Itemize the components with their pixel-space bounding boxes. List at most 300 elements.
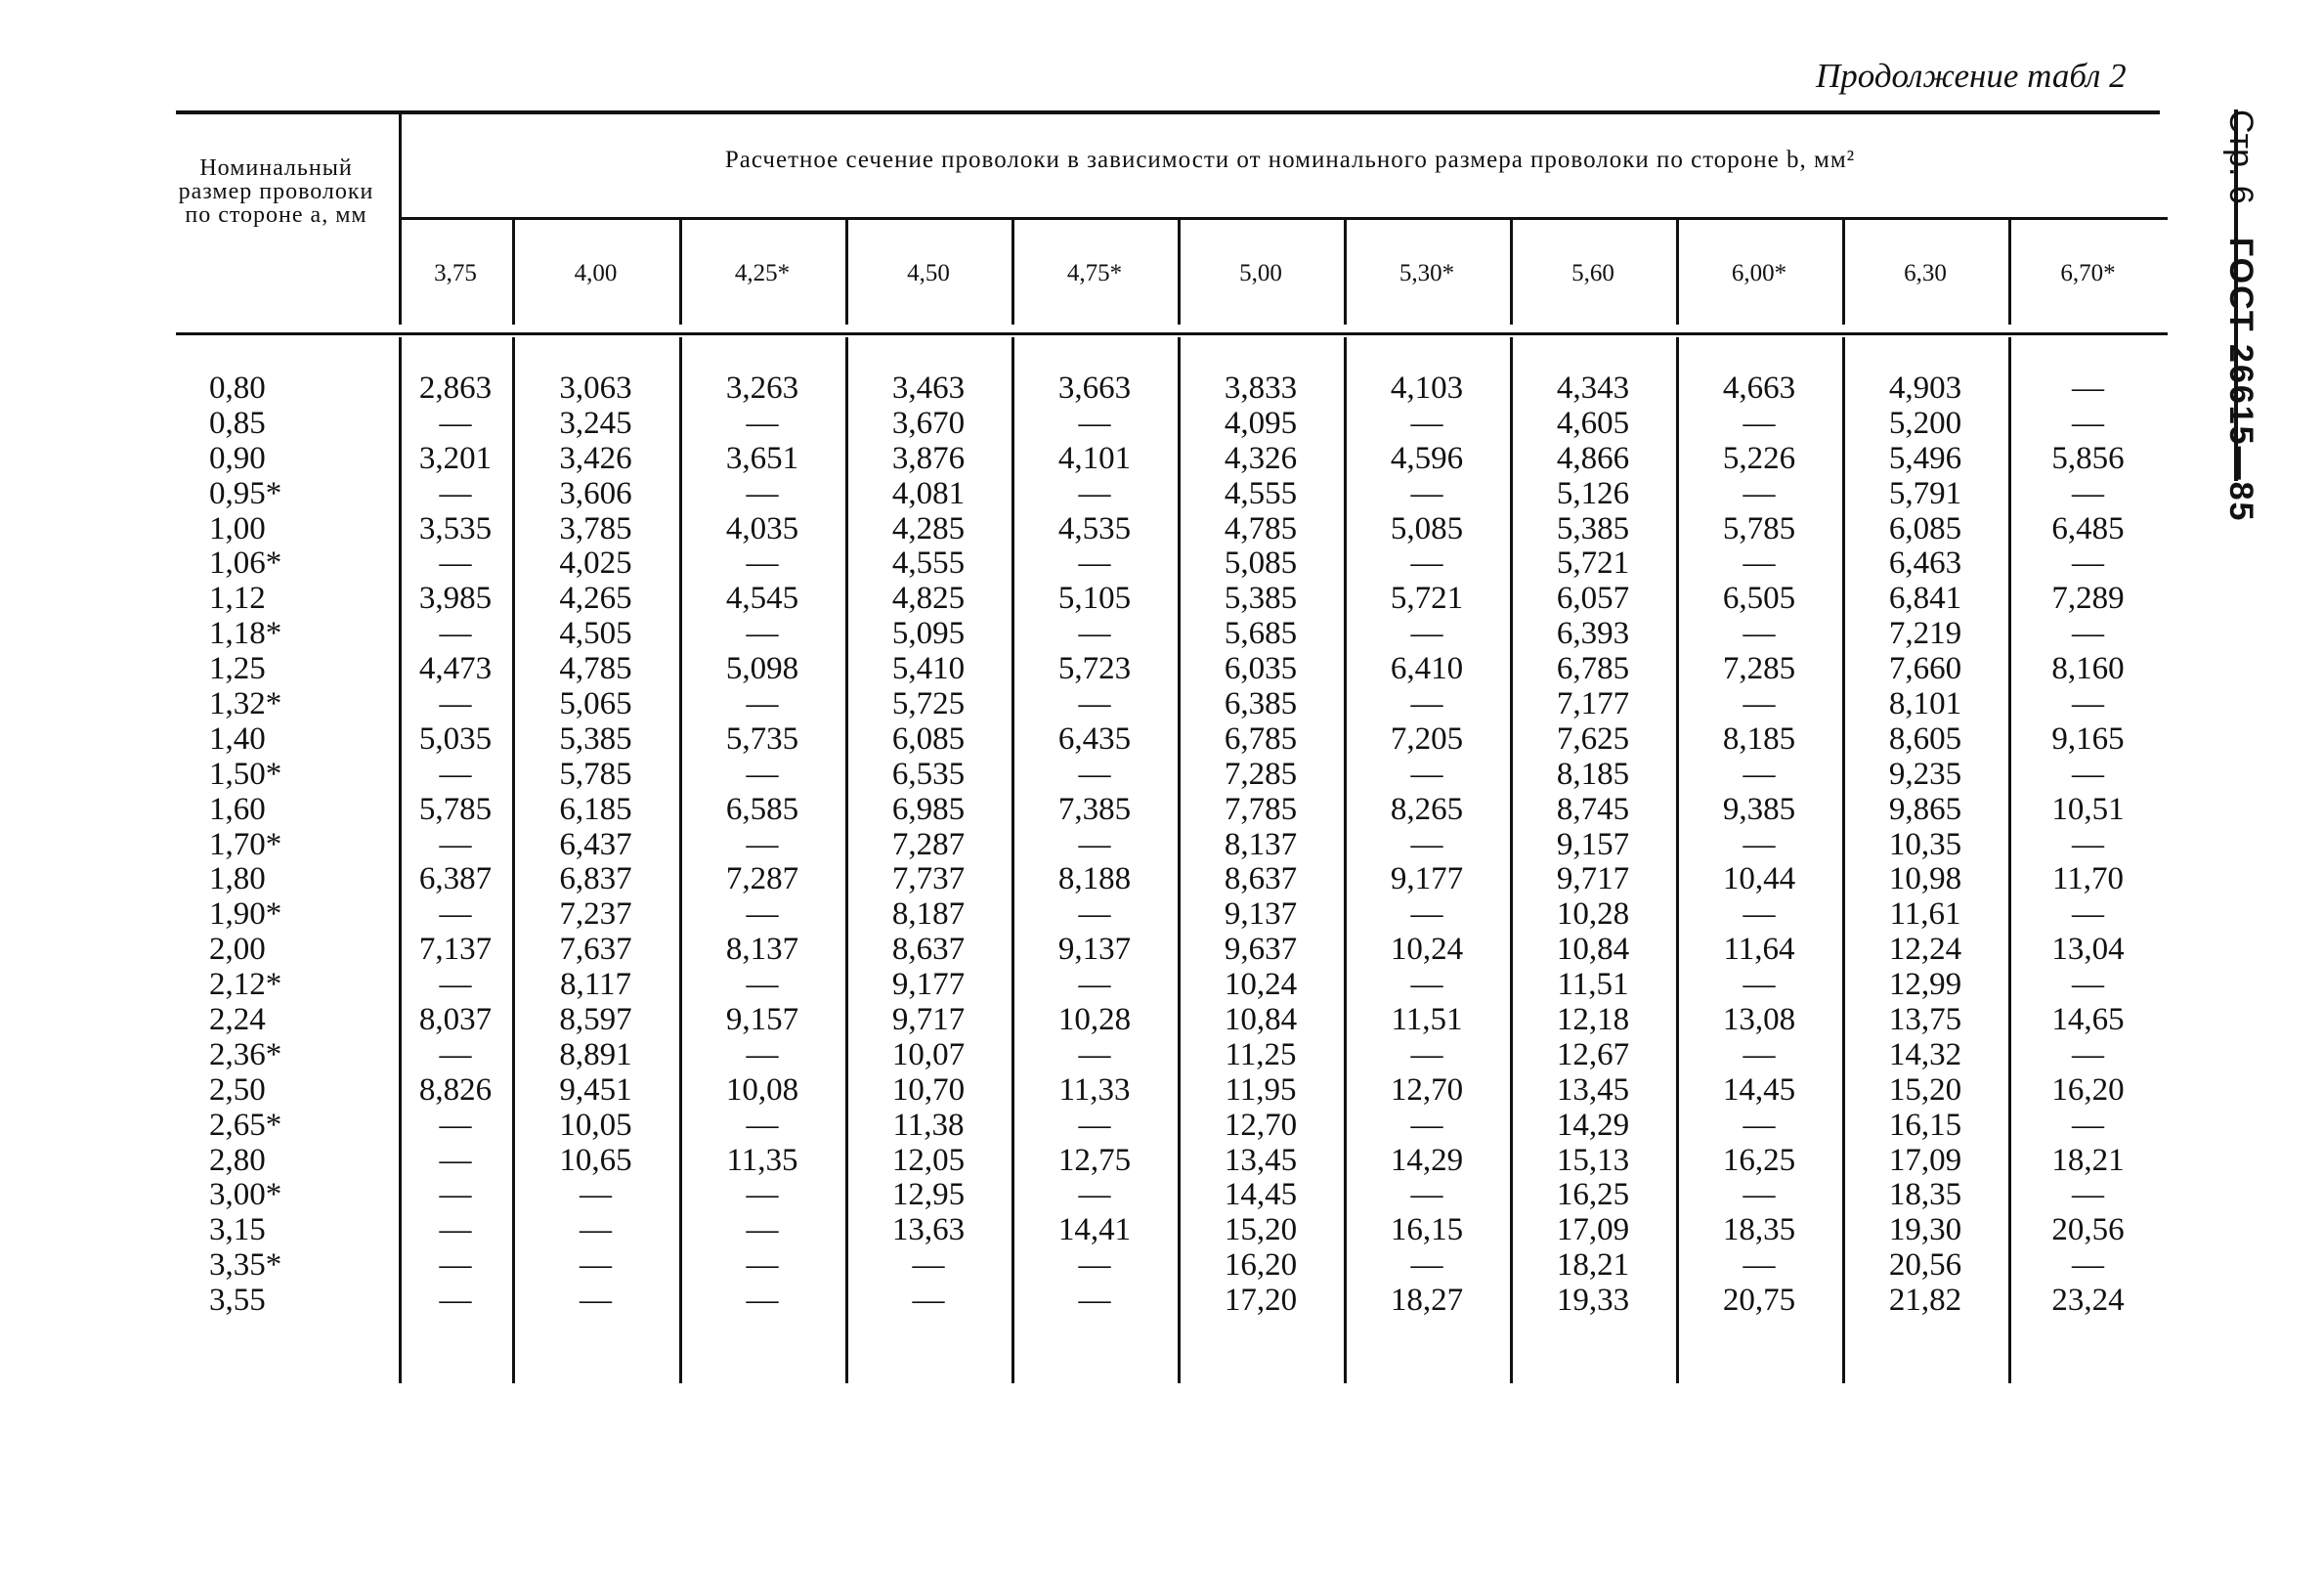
table-cell: 8,637 (1224, 861, 1298, 897)
table-cell: — (2072, 967, 2104, 1003)
table-cell: 7,137 (418, 932, 493, 968)
table-cell: 3,651 (725, 440, 799, 476)
table-cell: 6,387 (418, 861, 493, 897)
column-rule (1510, 337, 1513, 1383)
table-cell: 9,177 (891, 967, 966, 1003)
table-cell: 8,187 (891, 896, 966, 933)
table-cell: 4,081 (891, 475, 966, 511)
table-cell: 5,385 (559, 720, 632, 757)
table-cell: — (1743, 405, 1776, 441)
table-cell: 5,200 (1888, 405, 1962, 441)
header-sub-rule (399, 217, 2168, 220)
table-cell: 4,825 (891, 581, 966, 617)
table-cell: 6,485 (2051, 510, 2125, 546)
table-cell: 9,177 (1390, 861, 1464, 897)
table-cell: — (1078, 756, 1111, 792)
table-cell: 8,117 (559, 967, 632, 1003)
table-cell: 2,863 (418, 371, 493, 406)
table-cell: 4,285 (891, 510, 966, 546)
table-cell: 9,717 (1556, 861, 1630, 897)
table-cell: 7,637 (559, 932, 632, 968)
table-cell: — (1743, 826, 1776, 862)
table-cell: — (1078, 967, 1111, 1003)
row-nominal-a: 3,35* (209, 1247, 282, 1284)
table-cell: 6,393 (1556, 616, 1630, 652)
table-cell: 10,84 (1224, 1002, 1298, 1038)
table-cell: 3,463 (891, 371, 966, 406)
header-nominal-a: Номинальный размер проволоки по стороне a, мм (178, 155, 374, 228)
table-cell: — (746, 896, 779, 933)
table-cell: 14,45 (1722, 1071, 1796, 1108)
table-cell: 4,785 (559, 651, 632, 687)
table-cell: — (439, 1107, 472, 1143)
table-cell: — (2072, 616, 2104, 652)
table-cell: — (1410, 686, 1443, 722)
table-cell: 10,44 (1722, 861, 1796, 897)
table-cell: 14,45 (1224, 1177, 1298, 1213)
table-cell: 7,289 (2051, 581, 2125, 617)
table-cell: 10,70 (891, 1071, 966, 1108)
column-header: 4,25* (734, 260, 791, 286)
table-cell: — (2072, 1177, 2104, 1213)
table-cell: 3,063 (559, 371, 632, 406)
row-nominal-a: 2,12* (209, 967, 282, 1003)
table-cell: 9,235 (1888, 756, 1962, 792)
table-top-rule (176, 110, 2160, 114)
table-cell: — (2072, 756, 2104, 792)
table-cell: 7,287 (891, 826, 966, 862)
column-rule (845, 220, 848, 325)
table-cell: 11,35 (726, 1142, 798, 1178)
table-cell: — (1410, 1036, 1443, 1072)
column-header: 5,60 (1571, 260, 1614, 286)
table-cell: 9,637 (1224, 932, 1298, 968)
table-cell: — (746, 1036, 779, 1072)
table-cell: 4,866 (1556, 440, 1630, 476)
row-nominal-a: 1,90* (209, 896, 282, 933)
row-nominal-a: 2,00 (209, 932, 266, 968)
table-cell: 15,20 (1224, 1212, 1298, 1248)
row-nominal-a: 1,60 (209, 791, 266, 827)
table-cell: — (746, 686, 779, 722)
table-cell: 12,24 (1888, 932, 1962, 968)
column-rule (1676, 337, 1679, 1383)
table-cell: 3,263 (725, 371, 799, 406)
table-cell: — (1743, 896, 1776, 933)
table-cell: — (1743, 1036, 1776, 1072)
table-cell: 5,785 (1722, 510, 1796, 546)
table-cell: 13,45 (1224, 1142, 1298, 1178)
table-cell: 8,137 (725, 932, 799, 968)
table-cell: — (1078, 1107, 1111, 1143)
table-cell: 8,101 (1888, 686, 1962, 722)
table-cell: 5,856 (2051, 440, 2125, 476)
table-cell: — (1743, 756, 1776, 792)
table-cell: 3,426 (559, 440, 632, 476)
table-cell: — (580, 1212, 612, 1248)
table-cell: — (1410, 616, 1443, 652)
table-cell: — (1410, 405, 1443, 441)
table-cell: — (1410, 545, 1443, 582)
column-header: 6,30 (1904, 260, 1947, 286)
table-cell: 11,64 (1723, 932, 1795, 968)
table-cell: — (2072, 371, 2104, 406)
table-cell: — (746, 1283, 779, 1319)
table-continuation-caption: Продолжение табл 2 (1816, 57, 2127, 95)
table-cell: 8,265 (1390, 791, 1464, 827)
row-nominal-a: 2,65* (209, 1107, 282, 1143)
table-cell: 10,28 (1057, 1002, 1132, 1038)
data-column (1178, 371, 1344, 1319)
table-cell: — (439, 616, 472, 652)
table-cell: — (580, 1177, 612, 1213)
table-cell: 8,891 (559, 1036, 632, 1072)
table-cell: 6,185 (559, 791, 632, 827)
column-rule (1510, 220, 1513, 325)
table-cell: 5,496 (1888, 440, 1962, 476)
table-cell: 7,237 (559, 896, 632, 933)
table-cell: 3,245 (559, 405, 632, 441)
data-column (512, 371, 679, 1319)
table-cell: 4,545 (725, 581, 799, 617)
table-cell: 18,35 (1722, 1212, 1796, 1248)
table-cell: 11,95 (1225, 1071, 1297, 1108)
table-cell: — (746, 967, 779, 1003)
table-cell: 16,25 (1722, 1142, 1796, 1178)
table-cell: 6,505 (1722, 581, 1796, 617)
table-cell: 12,95 (891, 1177, 966, 1213)
table-cell: 21,82 (1888, 1283, 1962, 1319)
data-column (1344, 371, 1510, 1319)
table-cell: 10,28 (1556, 896, 1630, 933)
column-rule (1011, 337, 1014, 1383)
table-cell: 8,637 (891, 932, 966, 968)
table-cell: 5,721 (1390, 581, 1464, 617)
table-cell: — (1078, 686, 1111, 722)
table-cell: 8,826 (418, 1071, 493, 1108)
table-cell: 7,737 (891, 861, 966, 897)
column-header: 4,50 (907, 260, 950, 286)
table-cell: 8,605 (1888, 720, 1962, 757)
table-cell: 12,75 (1057, 1142, 1132, 1178)
row-nominal-a: 3,00* (209, 1177, 282, 1213)
table-cell: — (1410, 756, 1443, 792)
table-cell: 7,285 (1224, 756, 1298, 792)
column-rule (845, 337, 848, 1383)
table-cell: 8,188 (1057, 861, 1132, 897)
table-cell: — (439, 1177, 472, 1213)
table-cell: 5,410 (891, 651, 966, 687)
row-nominal-a: 0,80 (209, 371, 266, 406)
table-cell: 5,085 (1390, 510, 1464, 546)
table-cell: — (2072, 405, 2104, 441)
table-cell: 6,085 (1888, 510, 1962, 546)
table-cell: 6,535 (891, 756, 966, 792)
table-cell: 10,05 (559, 1107, 632, 1143)
table-cell: 5,685 (1224, 616, 1298, 652)
column-rule (679, 337, 682, 1383)
table-cell: 15,20 (1888, 1071, 1962, 1108)
table-cell: 10,84 (1556, 932, 1630, 968)
table-cell: 4,555 (891, 545, 966, 582)
table-cell: — (1078, 545, 1111, 582)
table-cell: — (2072, 475, 2104, 511)
table-cell: 13,75 (1888, 1002, 1962, 1038)
table-cell: 4,103 (1390, 371, 1464, 406)
table-cell: — (439, 896, 472, 933)
table-cell: 11,70 (2051, 861, 2125, 897)
table-cell: — (746, 616, 779, 652)
table-cell: 5,735 (725, 720, 799, 757)
table-cell: 10,08 (725, 1071, 799, 1108)
table-cell: 6,463 (1888, 545, 1962, 582)
table-cell: 4,505 (559, 616, 632, 652)
table-cell: 6,837 (559, 861, 632, 897)
table-cell: — (439, 1142, 472, 1178)
table-cell: 15,13 (1556, 1142, 1630, 1178)
table-cell: — (1078, 616, 1111, 652)
table-cell: 10,65 (559, 1142, 632, 1178)
table-cell: 5,105 (1057, 581, 1132, 617)
table-cell: 14,32 (1888, 1036, 1962, 1072)
table-cell: 6,841 (1888, 581, 1962, 617)
table-cell: — (1743, 967, 1776, 1003)
data-column (845, 371, 1011, 1319)
column-header: 3,75 (434, 260, 477, 286)
table-cell: — (1078, 1247, 1111, 1284)
table-cell: 3,785 (559, 510, 632, 546)
table-cell: 11,61 (1889, 896, 1961, 933)
table-cell: 5,385 (1556, 510, 1630, 546)
column-rule (1178, 337, 1181, 1383)
table-cell: — (2072, 1107, 2104, 1143)
table-cell: 6,035 (1224, 651, 1298, 687)
table-cell: 4,025 (559, 545, 632, 582)
table-cell: 10,51 (2051, 791, 2125, 827)
row-nominal-a: 0,85 (209, 405, 266, 441)
table-cell: 10,35 (1888, 826, 1962, 862)
row-nominal-a: 3,55 (209, 1283, 266, 1319)
table-cell: 18,21 (2051, 1142, 2125, 1178)
table-cell: 18,21 (1556, 1247, 1630, 1284)
table-cell: 9,451 (559, 1071, 632, 1108)
table-cell: 20,56 (1888, 1247, 1962, 1284)
table-cell: — (746, 1247, 779, 1284)
table-cell: 16,15 (1390, 1212, 1464, 1248)
table-cell: 16,15 (1888, 1107, 1962, 1143)
row-nominal-a: 1,12 (209, 581, 266, 617)
row-nominal-a: 2,24 (209, 1002, 266, 1038)
table-cell: 8,160 (2051, 651, 2125, 687)
column-header: 5,30* (1399, 260, 1455, 286)
table-cell: 4,095 (1224, 405, 1298, 441)
table-cell: 9,717 (891, 1002, 966, 1038)
table-cell: 6,385 (1224, 686, 1298, 722)
table-cell: 23,24 (2051, 1283, 2125, 1319)
table-cell: — (2072, 1036, 2104, 1072)
table-cell: 7,660 (1888, 651, 1962, 687)
table-cell: 5,785 (559, 756, 632, 792)
table-cell: — (1743, 1107, 1776, 1143)
table-cell: 7,219 (1888, 616, 1962, 652)
table-cell: 11,25 (1225, 1036, 1297, 1072)
table-cell: 12,18 (1556, 1002, 1630, 1038)
table-cell: 6,585 (725, 791, 799, 827)
table-cell: — (746, 1177, 779, 1213)
table-cell: — (746, 405, 779, 441)
table-cell: — (439, 545, 472, 582)
table-cell: 4,785 (1224, 510, 1298, 546)
row-nominal-a: 1,00 (209, 510, 266, 546)
table-cell: 12,05 (891, 1142, 966, 1178)
column-header: 4,00 (574, 260, 618, 286)
data-column (1842, 371, 2008, 1319)
data-column (1676, 371, 1842, 1319)
table-cell: — (1078, 1177, 1111, 1213)
table-cell: 18,27 (1390, 1283, 1464, 1319)
table-cell: 4,473 (418, 651, 493, 687)
table-cell: — (439, 1283, 472, 1319)
table-cell: — (1410, 1177, 1443, 1213)
column-rule (512, 337, 515, 1383)
row-nominal-a: 3,15 (209, 1212, 266, 1248)
table-cell: 11,51 (1557, 967, 1629, 1003)
table-cell: 5,721 (1556, 545, 1630, 582)
table-cell: 5,085 (1224, 545, 1298, 582)
table-cell: — (1078, 475, 1111, 511)
table-cell: — (746, 1212, 779, 1248)
table-cell: — (1078, 405, 1111, 441)
column-rule (1842, 220, 1845, 325)
page-number: Стр. 6 (2222, 109, 2259, 204)
row-nominal-a: 2,36* (209, 1036, 282, 1072)
nominal-a-column (209, 371, 281, 1319)
table-cell: 5,065 (559, 686, 632, 722)
table-cell: — (1078, 896, 1111, 933)
table-cell: 9,137 (1224, 896, 1298, 933)
table-cell: — (912, 1247, 945, 1284)
table-cell: — (1410, 896, 1443, 933)
table-cell: 13,63 (891, 1212, 966, 1248)
table-cell: — (1410, 1247, 1443, 1284)
table-cell: 5,723 (1057, 651, 1132, 687)
table-cell: 4,035 (725, 510, 799, 546)
column-rule (1344, 337, 1347, 1383)
table-cell: — (1743, 1247, 1776, 1284)
table-cell: 4,663 (1722, 371, 1796, 406)
table-cell: 6,410 (1390, 651, 1464, 687)
table-cell: 4,343 (1556, 371, 1630, 406)
table-cell: 13,08 (1722, 1002, 1796, 1038)
table-cell: 8,745 (1556, 791, 1630, 827)
table-cell: — (1743, 686, 1776, 722)
table-cell: — (2072, 545, 2104, 582)
row-nominal-a: 1,32* (209, 686, 282, 722)
table-cell: 4,535 (1057, 510, 1132, 546)
column-rule (2008, 220, 2011, 325)
table-cell: 8,137 (1224, 826, 1298, 862)
row-nominal-a: 1,40 (209, 720, 266, 757)
table-cell: 11,33 (1058, 1071, 1131, 1108)
column-header: 5,00 (1239, 260, 1282, 286)
table-cell: 5,126 (1556, 475, 1630, 511)
table-cell: 7,385 (1057, 791, 1132, 827)
table-cell: 5,035 (418, 720, 493, 757)
table-cell: 3,876 (891, 440, 966, 476)
table-cell: 4,101 (1057, 440, 1132, 476)
table-cell: 10,24 (1224, 967, 1298, 1003)
table-cell: — (746, 1107, 779, 1143)
table-cell: 20,75 (1722, 1283, 1796, 1319)
table-cell: 3,985 (418, 581, 493, 617)
row-nominal-a: 1,18* (209, 616, 282, 652)
table-cell: 3,201 (418, 440, 493, 476)
table-cell: — (1410, 826, 1443, 862)
table-cell: — (1410, 1107, 1443, 1143)
table-cell: 4,903 (1888, 371, 1962, 406)
table-cell: 8,597 (559, 1002, 632, 1038)
column-rule (1676, 220, 1679, 325)
row-nominal-a: 0,90 (209, 440, 266, 476)
table-cell: 4,555 (1224, 475, 1298, 511)
column-rule (1842, 337, 1845, 1383)
column-rule (2008, 337, 2011, 1383)
table-cell: 17,20 (1224, 1283, 1298, 1319)
table-cell: 5,226 (1722, 440, 1796, 476)
table-cell: — (1743, 545, 1776, 582)
table-cell: 7,177 (1556, 686, 1630, 722)
table-cell: — (439, 686, 472, 722)
table-cell: 18,35 (1888, 1177, 1962, 1213)
table-cell: — (439, 967, 472, 1003)
table-cell: — (1743, 475, 1776, 511)
table-cell: 5,785 (418, 791, 493, 827)
table-cell: 16,20 (1224, 1247, 1298, 1284)
table-cell: 9,157 (1556, 826, 1630, 862)
column-rule (399, 337, 402, 1383)
table-cell: 6,985 (891, 791, 966, 827)
table-cell: 3,833 (1224, 371, 1298, 406)
table-cell: 5,095 (891, 616, 966, 652)
column-rule (399, 114, 402, 325)
table-cell: 9,165 (2051, 720, 2125, 757)
table-cell: 19,30 (1888, 1212, 1962, 1248)
table-cell: — (2072, 686, 2104, 722)
table-cell: 9,865 (1888, 791, 1962, 827)
row-nominal-a: 2,50 (209, 1071, 266, 1108)
table-cell: 3,663 (1057, 371, 1132, 406)
table-cell: — (439, 405, 472, 441)
table-cell: 5,725 (891, 686, 966, 722)
table-cell: — (439, 1036, 472, 1072)
table-cell: — (439, 826, 472, 862)
header-bottom-rule (176, 332, 2168, 335)
table-cell: — (1743, 1177, 1776, 1213)
table-cell: 6,437 (559, 826, 632, 862)
table-cell: 8,037 (418, 1002, 493, 1038)
table-cell: — (912, 1283, 945, 1319)
table-cell: — (1078, 1036, 1111, 1072)
table-cell: 9,137 (1057, 932, 1132, 968)
table-cell: 3,535 (418, 510, 493, 546)
table-cell: 4,605 (1556, 405, 1630, 441)
table-cell: 4,326 (1224, 440, 1298, 476)
table-cell: 14,65 (2051, 1002, 2125, 1038)
table-cell: 7,285 (1722, 651, 1796, 687)
table-cell: 6,785 (1556, 651, 1630, 687)
table-cell: 16,20 (2051, 1071, 2125, 1108)
table-cell: 17,09 (1556, 1212, 1630, 1248)
